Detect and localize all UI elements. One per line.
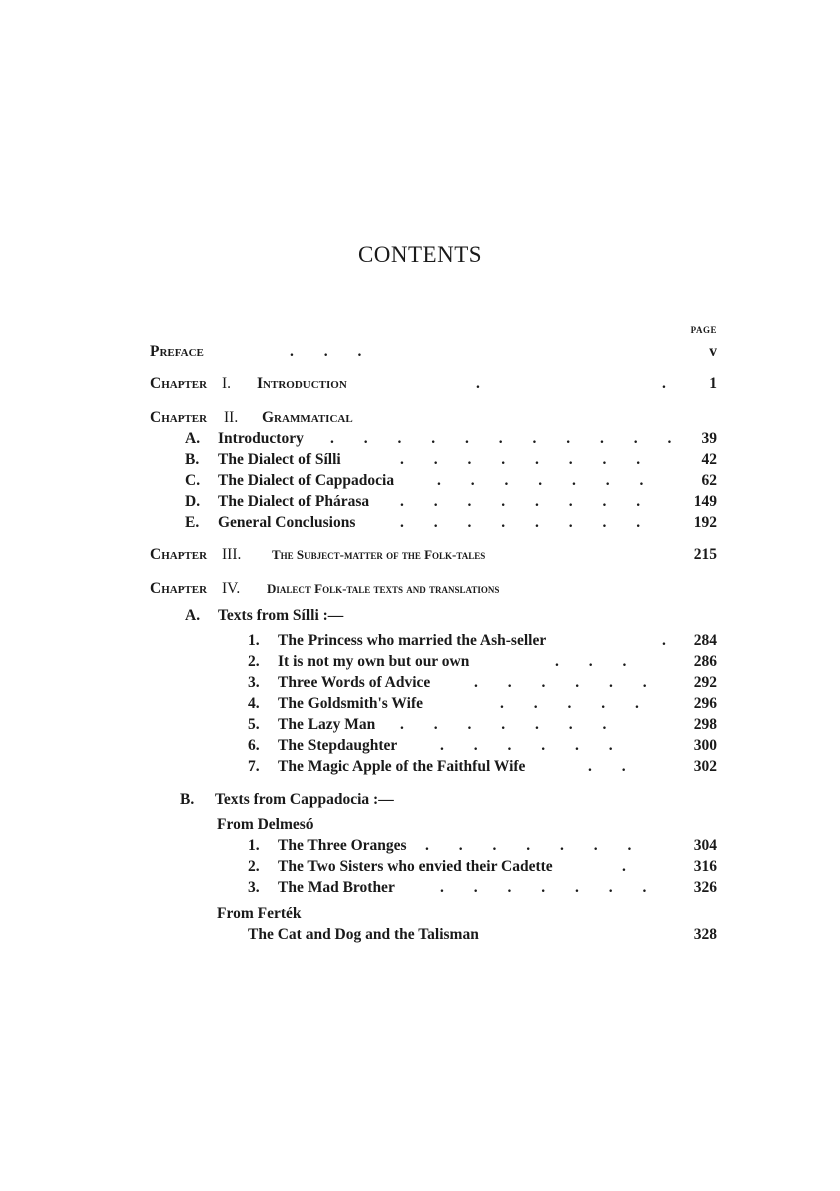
entry-title: The Subject-matter of the Folk-tales <box>272 547 486 562</box>
toc-tale-a2[interactable] <box>0 652 840 672</box>
page-number: 316 <box>693 858 717 875</box>
toc-entry-chapter-3[interactable] <box>0 545 840 565</box>
tale-number: 3. <box>248 674 260 691</box>
toc-tale-fertek[interactable] <box>0 925 840 945</box>
tale-number: 1. <box>248 837 260 854</box>
entry-title: The Dialect of Cappadocia <box>218 472 395 489</box>
page-number: 298 <box>693 716 717 733</box>
tale-number: 6. <box>248 737 260 754</box>
chapter-number: IV. <box>222 580 241 597</box>
leader-dots: . <box>622 858 639 875</box>
leader-dots: . . . . . . . <box>425 837 645 854</box>
page-number: 149 <box>693 493 717 510</box>
leader-dots: . . . . . . . <box>400 716 620 733</box>
entry-title: The Dialect of Sílli <box>218 451 341 468</box>
toc-subentry-2e[interactable] <box>0 513 840 533</box>
toc-entry-preface[interactable] <box>0 342 840 362</box>
toc-section-4b[interactable] <box>0 790 840 810</box>
leader-dots: . . . . . . . . <box>400 493 654 510</box>
toc-subentry-2c[interactable] <box>0 471 840 491</box>
chapter-prefix: Chapter <box>150 375 208 392</box>
entry-title: Texts from Sílli :— <box>218 607 344 624</box>
entry-title: The Lazy Man <box>278 716 376 733</box>
toc-tale-a5[interactable] <box>0 715 840 735</box>
chapter-prefix: Chapter <box>150 409 208 426</box>
entry-letter: B. <box>180 791 195 808</box>
toc-subsection-delmeso[interactable] <box>0 815 840 835</box>
leader-dots: . . . . . . . . <box>400 514 654 531</box>
tale-number: 4. <box>248 695 260 712</box>
tale-number: 2. <box>248 858 260 875</box>
chapter-prefix: Chapter <box>150 546 208 563</box>
leader-dots: . . . . . . . . . . . <box>330 430 685 447</box>
entry-letter: B. <box>185 451 200 468</box>
leader-dots: . . <box>588 758 639 775</box>
entry-letter: C. <box>185 472 201 489</box>
toc-tale-a4[interactable] <box>0 694 840 714</box>
page-number: 286 <box>693 653 717 670</box>
page-number: v <box>709 343 717 360</box>
entry-title: Three Words of Advice <box>278 674 431 691</box>
page-number: 292 <box>693 674 717 691</box>
chapter-number: III. <box>222 546 242 563</box>
entry-title: Introductory <box>218 430 304 447</box>
chapter-prefix: Chapter <box>150 580 208 597</box>
toc-subentry-2b[interactable] <box>0 450 840 470</box>
leader-dots: . . . . . . . <box>440 879 660 896</box>
leader-dots: . . . . . . . . <box>400 451 654 468</box>
tale-number: 5. <box>248 716 260 733</box>
leader-dots: . . . <box>290 343 375 360</box>
entry-letter: A. <box>185 607 201 624</box>
entry-letter: A. <box>185 430 201 447</box>
page-number: 326 <box>693 879 717 896</box>
toc-tale-b1[interactable] <box>0 836 840 856</box>
entry-letter: D. <box>185 493 201 510</box>
page-number: 300 <box>693 737 717 754</box>
tale-number: 1. <box>248 632 260 649</box>
entry-title: Grammatical <box>262 409 353 426</box>
entry-title: Dialect Folk-tale texts and translations <box>267 581 500 596</box>
entry-title: Texts from Cappadocia :— <box>215 791 394 808</box>
toc-tale-b3[interactable] <box>0 878 840 898</box>
leader-dots: . . . <box>555 653 640 670</box>
toc-tale-a7[interactable] <box>0 757 840 777</box>
tale-number: 7. <box>248 758 260 775</box>
page-number: 39 <box>701 430 717 447</box>
chapter-number: II. <box>224 409 239 426</box>
entry-title: The Stepdaughter <box>278 737 398 754</box>
entry-title: Preface <box>150 343 204 360</box>
entry-title: The Goldsmith's Wife <box>278 695 423 712</box>
chapter-number: I. <box>222 375 232 392</box>
page-number: 1 <box>709 375 717 392</box>
page-number: 42 <box>701 451 717 468</box>
entry-title: The Cat and Dog and the Talisman <box>248 926 479 943</box>
entry-title: It is not my own but our own <box>278 653 470 670</box>
toc-tale-a1[interactable] <box>0 631 840 651</box>
toc-subentry-2a[interactable] <box>0 429 840 449</box>
toc-tale-a6[interactable] <box>0 736 840 756</box>
page-number: 62 <box>701 472 717 489</box>
toc-entry-chapter-4[interactable] <box>0 579 840 599</box>
toc-subentry-2d[interactable] <box>0 492 840 512</box>
page-number: 215 <box>693 546 717 563</box>
entry-title: From Ferték <box>217 905 302 922</box>
entry-title: The Three Oranges <box>278 837 407 854</box>
toc-entry-chapter-1[interactable] <box>0 374 840 394</box>
toc-tale-b2[interactable] <box>0 857 840 877</box>
entry-title: The Magic Apple of the Faithful Wife <box>278 758 526 775</box>
entry-title: Introduction <box>257 375 347 392</box>
entry-title: The Princess who married the Ash-seller <box>278 632 547 649</box>
page-number: 192 <box>693 514 717 531</box>
leader-dots: . . . . . . <box>474 674 660 691</box>
entry-title: The Dialect of Phárasa <box>218 493 370 510</box>
toc-subsection-fertek[interactable] <box>0 904 840 924</box>
leader-dots: . . . . . . <box>440 737 626 754</box>
entry-title: The Mad Brother <box>278 879 395 896</box>
toc-section-4a[interactable] <box>0 606 840 626</box>
tale-number: 2. <box>248 653 260 670</box>
entry-title: General Conclusions <box>218 514 356 531</box>
page-number: 284 <box>693 632 717 649</box>
page-number: 302 <box>693 758 717 775</box>
page-number: 304 <box>693 837 717 854</box>
entry-title: From Delmesó <box>217 816 314 833</box>
entry-title: The Two Sisters who envied their Cadette <box>278 858 553 875</box>
toc-tale-a3[interactable] <box>0 673 840 693</box>
leader-dot: . <box>476 375 480 392</box>
page-title: CONTENTS <box>357 242 483 267</box>
leader-dots: . . . . . <box>500 695 652 712</box>
page-number: 296 <box>693 695 717 712</box>
page-column-heading: PAGE <box>690 325 717 335</box>
entry-letter: E. <box>185 514 200 531</box>
leader-dots: . . . . . . . <box>437 472 657 489</box>
leader-dots: . <box>662 632 679 649</box>
page-number: 328 <box>693 926 717 943</box>
tale-number: 3. <box>248 879 260 896</box>
toc-entry-chapter-2[interactable] <box>0 408 840 428</box>
leader-dot: . <box>662 375 666 392</box>
